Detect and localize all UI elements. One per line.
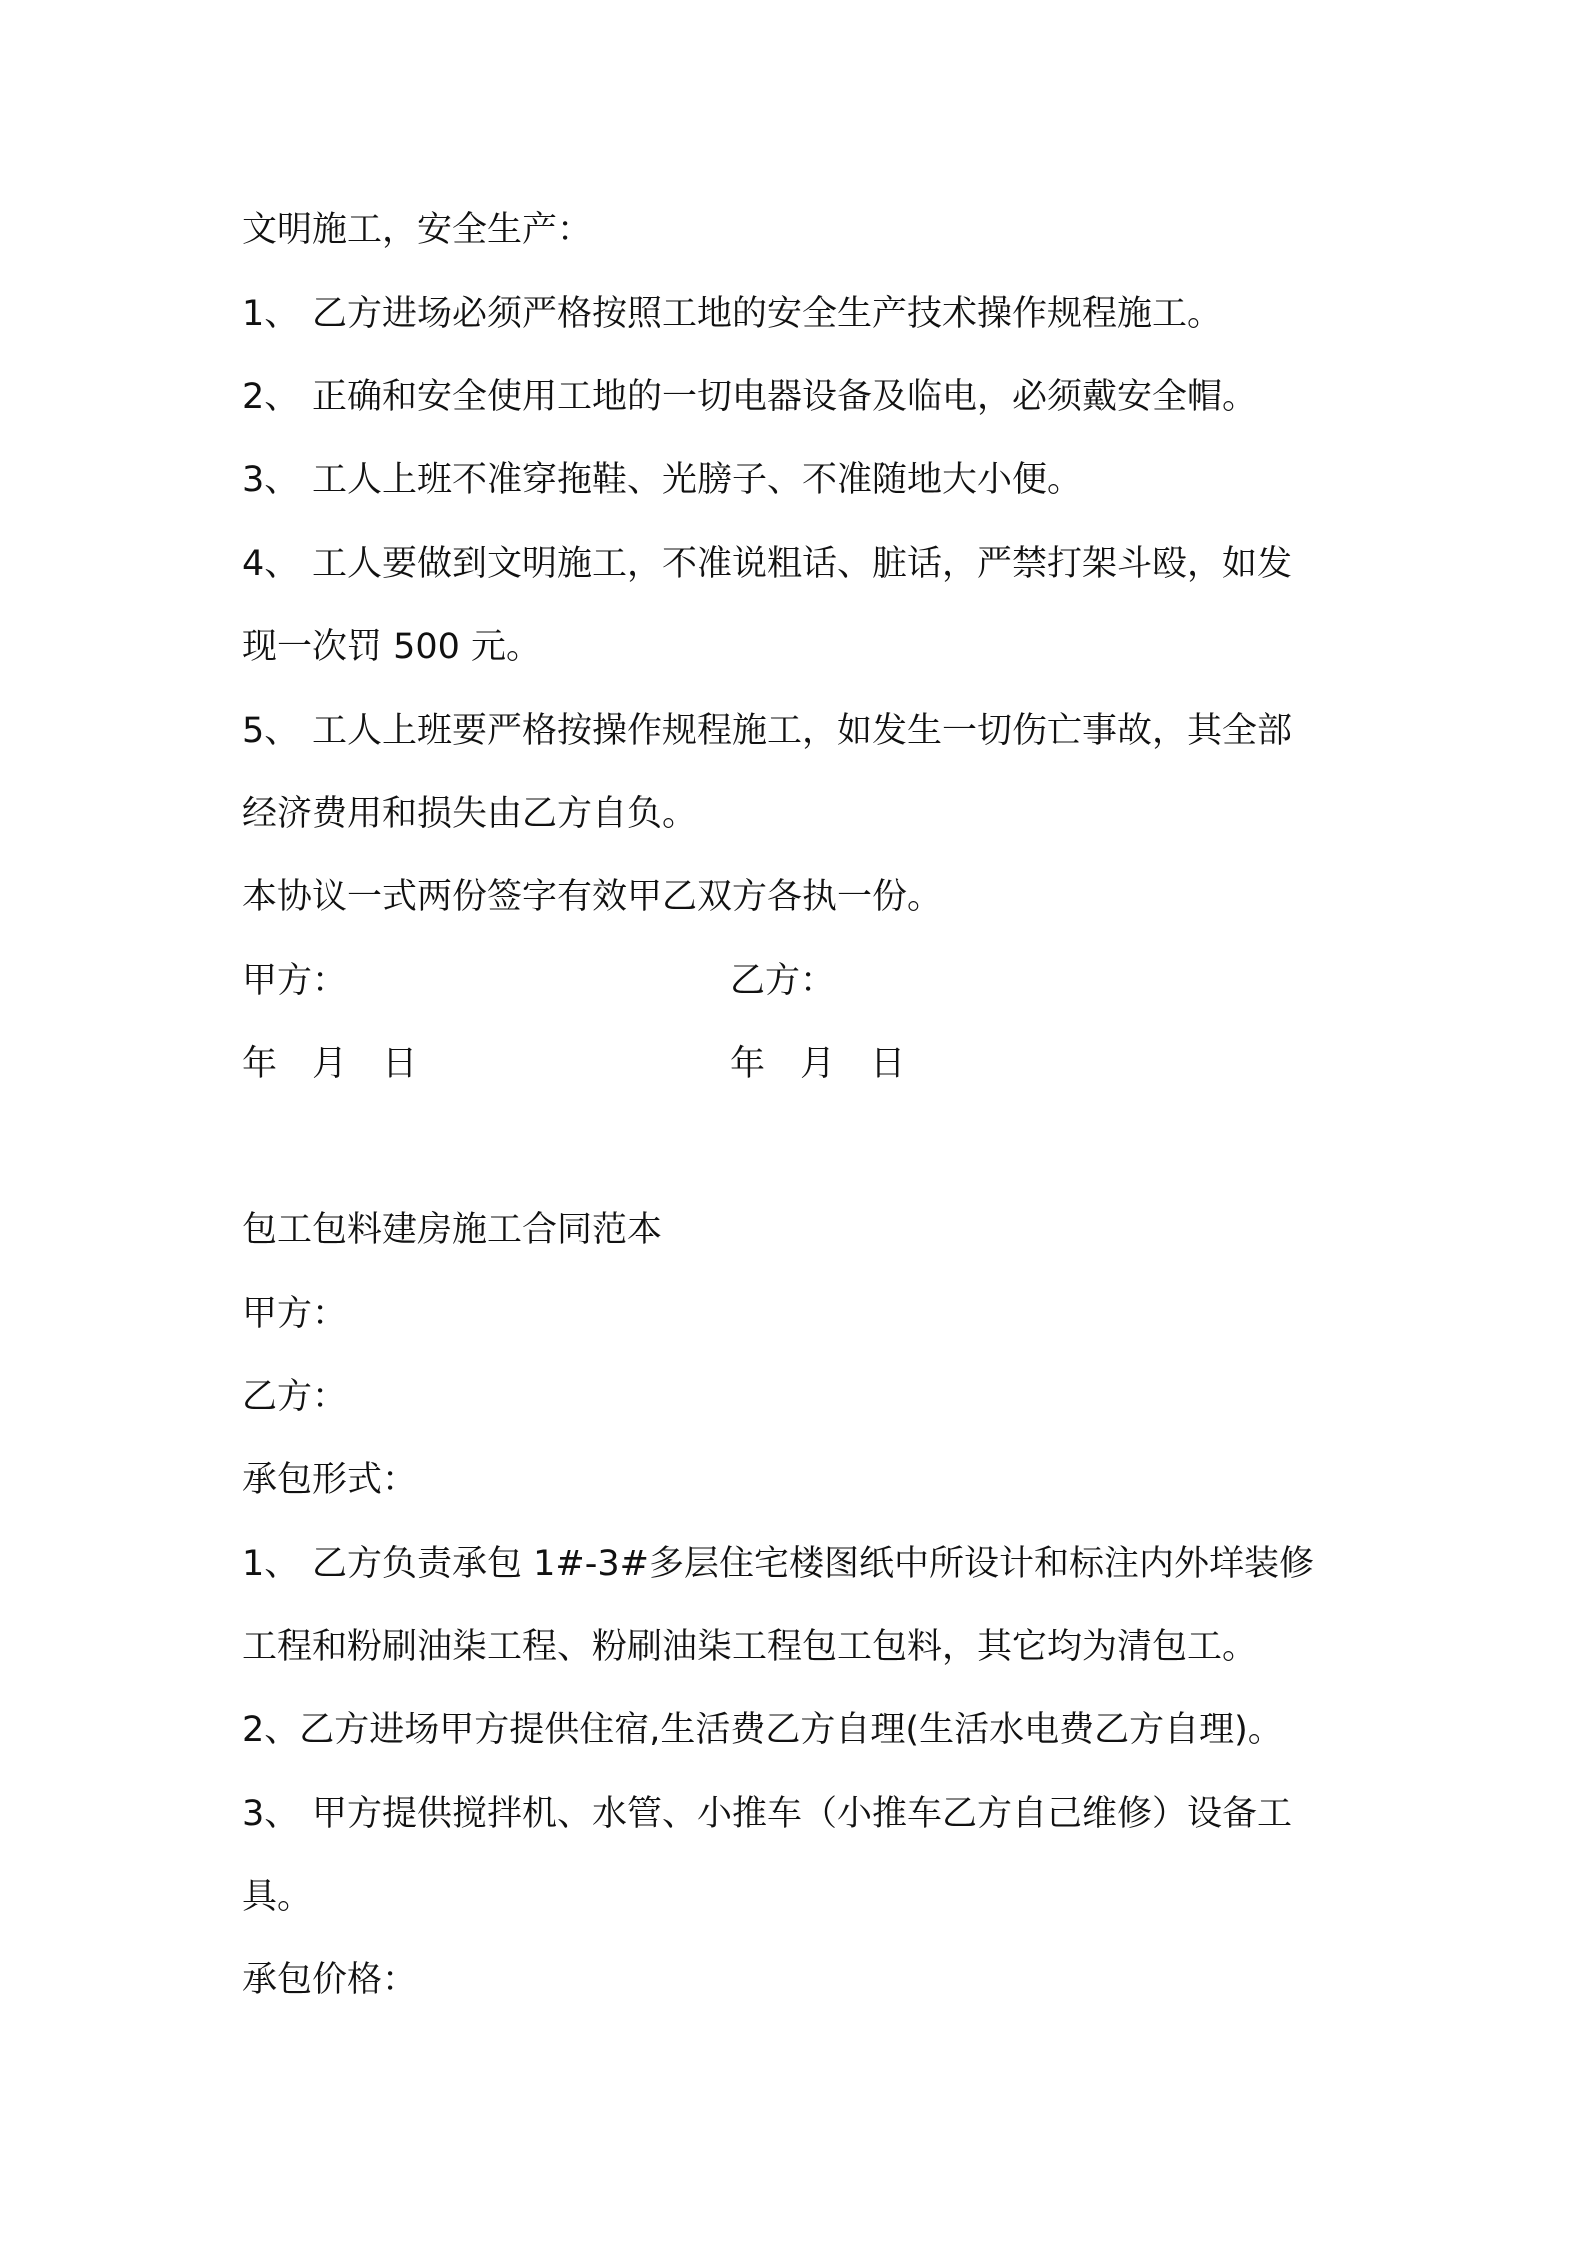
list-item [242,1536,1362,1592]
contract-price-label: 承包价格： [242,1960,418,2000]
item-text: 工人上班要严格按操作规程施工，如发生一切伤亡事故，其全部 [312,711,1293,751]
item-number: 2、 [242,1710,300,1750]
list-item [242,369,1362,425]
date-a: 年 月 日 [242,1044,430,1084]
list-item-continuation: 具。 [242,1877,313,1917]
party-a-signature-label: 甲方： [242,961,348,1001]
list-item-continuation: 经济费用和损失由乙方自负。 [242,794,698,834]
list-item [242,536,1362,592]
item-text: 乙方负责承包 1#-3#多层住宅楼图纸中所设计和标注内外垟装修 [312,1544,1314,1584]
item-number: 3、 [242,460,300,500]
item-text: 乙方进场甲方提供住宿,生活费乙方自理(生活水电费乙方自理)。 [299,1710,1283,1750]
item-text: 工人上班不准穿拖鞋、光膀子、不准随地大小便。 [312,460,1083,500]
party-b-signature-label: 乙方： [730,961,836,1001]
list-item-continuation: 工程和粉刷油柒工程、粉刷油柒工程包工包料，其它均为清包工。 [242,1627,1258,1667]
item-text: 乙方进场必须严格按照工地的安全生产技术操作规程施工。 [312,294,1223,334]
item-text: 正确和安全使用工地的一切电器设备及临电，必须戴安全帽。 [312,377,1258,417]
contract-title: 包工包料建房施工合同范本 [242,1210,663,1250]
item-number: 1、 [242,294,300,334]
item-number: 2、 [242,377,300,417]
list-item [242,452,1362,508]
section-heading: 文明施工，安全生产： [242,210,593,250]
list-item [242,1702,1362,1758]
party-b-label: 乙方： [242,1377,348,1417]
list-item [242,1786,1362,1842]
item-text: 工人要做到文明施工，不准说粗话、脏话，严禁打架斗殴，如发 [312,544,1293,584]
list-item [242,703,1362,759]
item-number: 1、 [242,1544,300,1584]
item-number: 4、 [242,544,300,584]
item-number: 5、 [242,711,300,751]
contract-form-label: 承包形式： [242,1460,418,1500]
party-a-label: 甲方： [242,1294,348,1334]
list-item [242,286,1362,342]
item-text: 甲方提供搅拌机、水管、小推车（小推车乙方自己维修）设备工 [312,1794,1293,1834]
list-item-continuation: 现一次罚 500 元。 [242,627,542,667]
closing-statement: 本协议一式两份签字有效甲乙双方各执一份。 [242,877,943,917]
date-b: 年 月 日 [730,1044,918,1084]
item-number: 3、 [242,1794,300,1834]
